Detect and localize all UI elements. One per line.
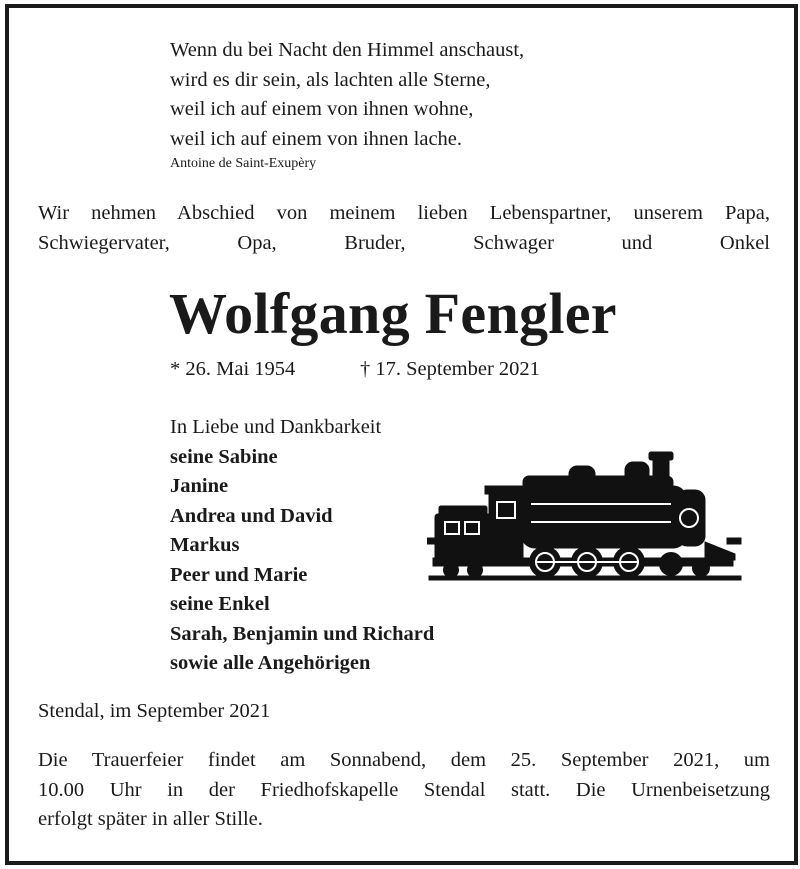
poem-line: weil ich auf einem von ihnen lache. bbox=[170, 127, 463, 150]
mourner-name: Markus bbox=[170, 534, 240, 556]
place-and-date: Stendal, im September 2021 bbox=[38, 700, 271, 722]
notice-line: erfolgt später in aller Stille. bbox=[38, 808, 263, 830]
mourner-name: Sarah, Benjamin und Richard bbox=[170, 622, 435, 645]
funeral-notice bbox=[38, 746, 770, 835]
life-dates bbox=[170, 358, 540, 381]
poem-line: Wenn du bei Nacht den Himmel anschaust, bbox=[170, 39, 525, 61]
mourner-name: Janine bbox=[170, 475, 229, 497]
death-date: † 17. September 2021 bbox=[360, 358, 540, 380]
steam-locomotive-icon bbox=[427, 446, 747, 586]
poem bbox=[170, 36, 524, 154]
mourners-list bbox=[170, 413, 434, 679]
notice-line: 10.00 Uhr in der Friedhofskapelle Stendal statt. Die Urnenbeisetzung bbox=[38, 778, 770, 801]
deceased-name: Wolfgang Fengler bbox=[169, 281, 617, 346]
poem-line: weil ich auf einem von ihnen wohne, bbox=[170, 98, 474, 120]
obituary-notice bbox=[5, 4, 798, 865]
intro-line: Schwiegervater, Opa, Bruder, Schwager und Onkel bbox=[38, 232, 770, 254]
intro-text bbox=[38, 198, 770, 258]
mourner-name: seine Enkel bbox=[170, 593, 270, 615]
mourners-heading: In Liebe und Dankbarkeit bbox=[170, 416, 382, 438]
mourner-name: Andrea und David bbox=[170, 504, 333, 527]
notice-line: Die Trauerfeier findet am Sonnabend, dem 25. September 2021, um bbox=[38, 749, 770, 771]
poem-line: wird es dir sein, als lachten alle Sterne, bbox=[170, 68, 491, 91]
mourner-name: sowie alle Angehörigen bbox=[170, 652, 371, 674]
birth-date: * 26. Mai 1954 bbox=[170, 358, 296, 380]
intro-line: Wir nehmen Abschied von meinem lieben Lebenspartner, unserem Papa, bbox=[38, 202, 770, 224]
mourner-name: seine Sabine bbox=[170, 445, 278, 468]
poem-author: Antoine de Saint-Exupèry bbox=[170, 156, 317, 171]
mourner-name: Peer und Marie bbox=[170, 563, 308, 586]
